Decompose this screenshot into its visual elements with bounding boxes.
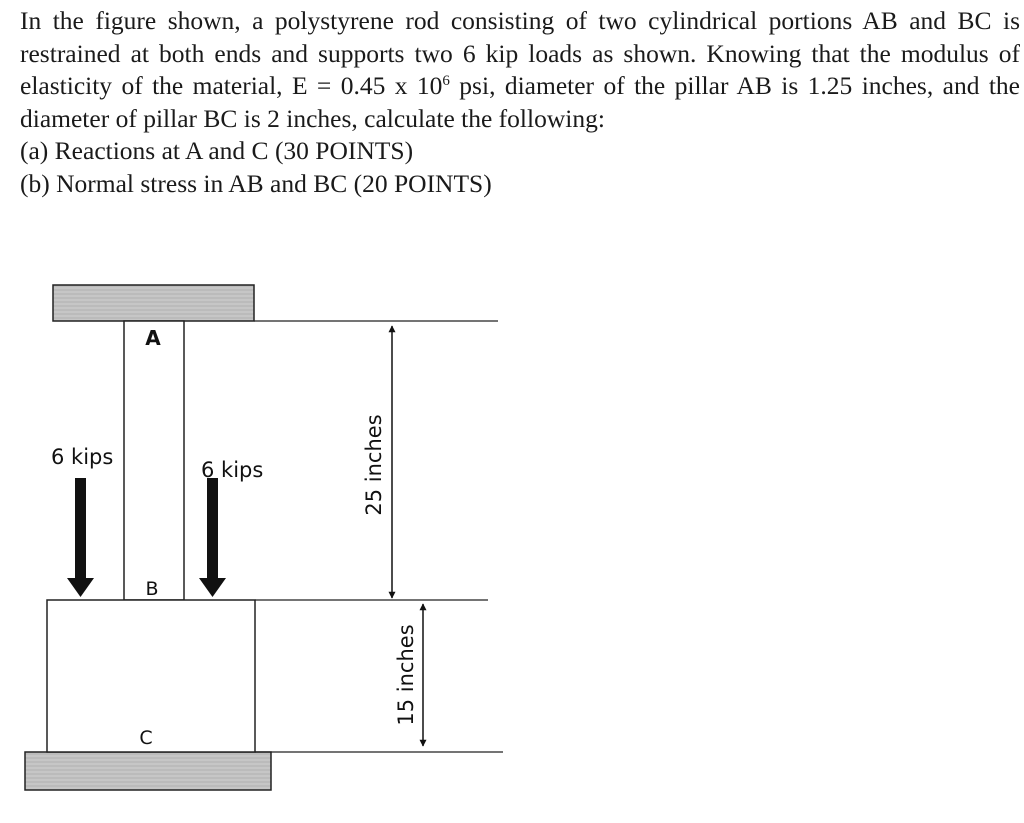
load-arrow-right <box>199 478 226 597</box>
part-b: (b) Normal stress in AB and BC (20 POINTS) <box>20 168 492 198</box>
load-arrow-left <box>67 478 94 597</box>
part-a: (a) Reactions at A and C (30 POINTS) <box>20 136 414 165</box>
dimension-label-upper: 25 inches <box>362 414 386 516</box>
top-support <box>53 285 254 321</box>
label-b: B <box>145 578 159 600</box>
dimension-label-lower: 15 inches <box>394 624 418 726</box>
intro-text-start: In the figure shown, a polystyrene rod consisting of two cylindrical portions AB and BC is restrained at both ends and supports two 6 kip loads as shown. Knowing that the modulus of elasticity of the material, E = 0.45 x 10 <box>20 6 1020 100</box>
bottom-support <box>25 752 271 790</box>
load-label-left: 6 kips <box>51 445 114 469</box>
rod-ab <box>124 321 184 600</box>
intro-text-end: psi, diameter of the pillar AB is 1.25 inches, and the diameter of pillar BC is 2 inches, calculate the following: <box>20 71 1020 133</box>
load-label-right: 6 kips <box>201 458 264 482</box>
label-c: C <box>139 727 153 749</box>
label-a: A <box>145 326 161 350</box>
modulus-exponent: 6 <box>442 73 450 89</box>
